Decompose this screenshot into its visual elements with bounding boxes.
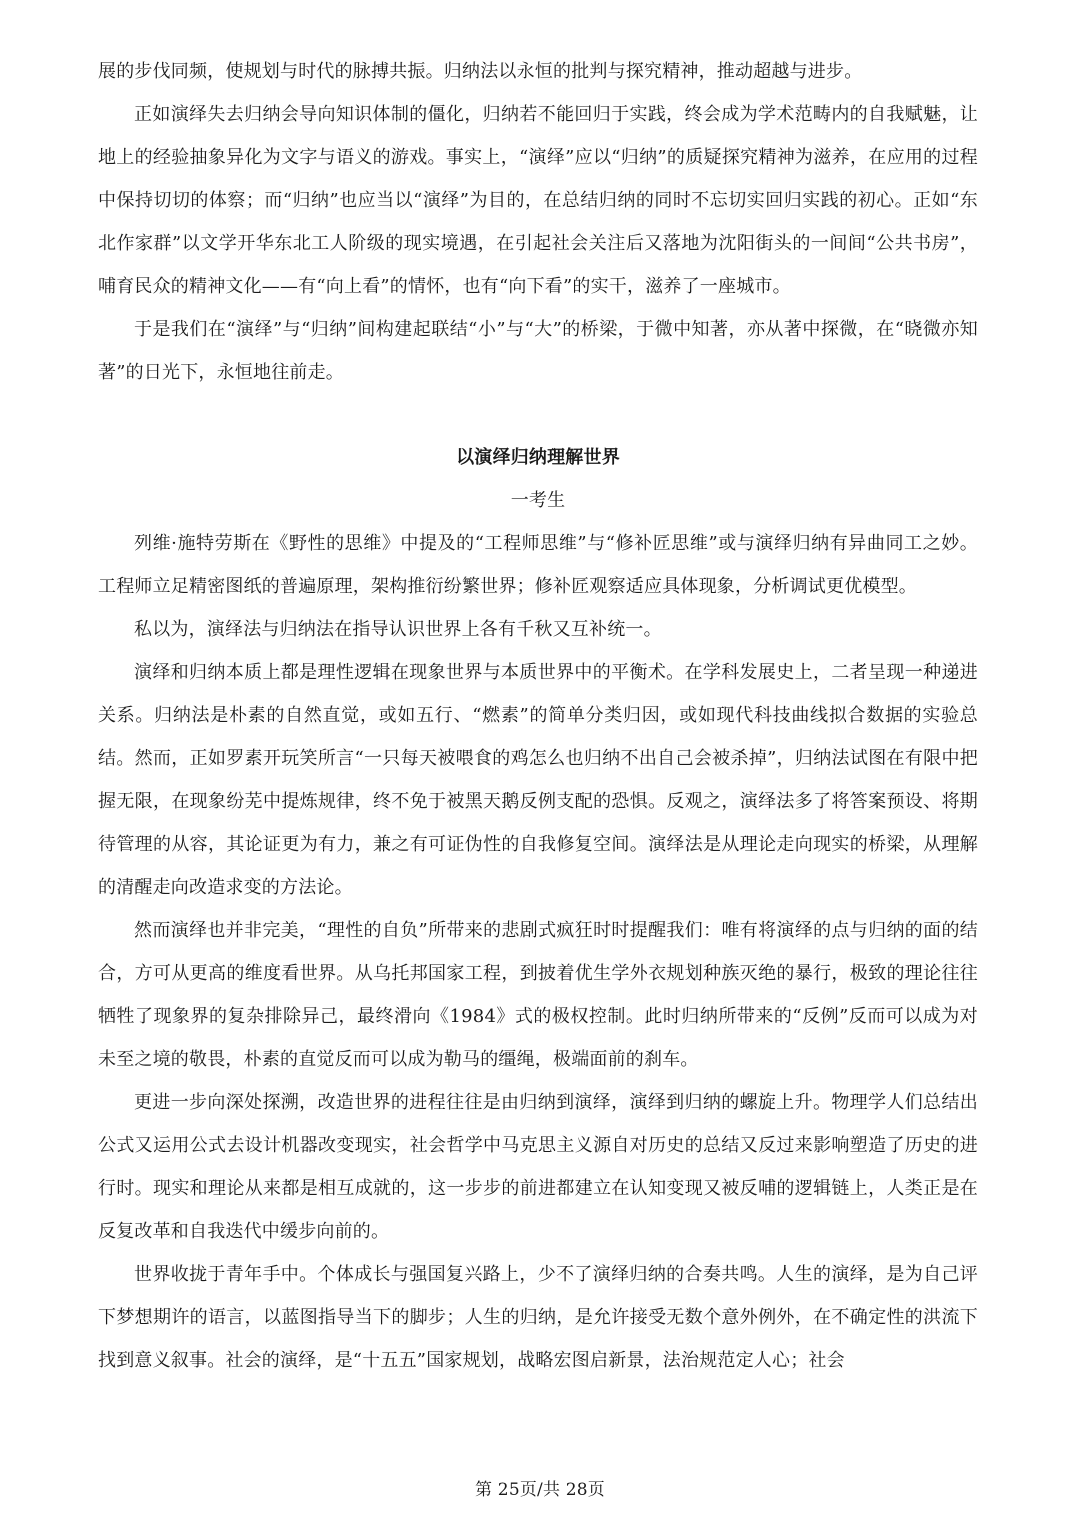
body-paragraph: 世界收拢于青年手中。个体成长与强国复兴路上，少不了演绎归纳的合奏共鸣。人生的演绎，是为自己评下梦想期许的语言，以蓝图指导当下的脚步；人生的归纳，是允许接受无数个意外例外，在不确定性的洪流下找到意义叙事。社会的演绎，是“十五五”国家规划，战略宏图启新景，法治规范定人心；社会 (98, 1264, 978, 1371)
section-spacer (98, 394, 978, 436)
body-paragraph: 更进一步向深处探溯，改造世界的进程往往是由归纳到演绎，演绎到归纳的螺旋上升。物理学人们总结出公式又运用公式去设计机器改变现实，社会哲学中马克思主义源自对历史的总结又反过来影响塑造了历史的进行时。现实和理论从来都是相互成就的，这一步步的前进都建立在认知变现又被反哺的逻辑链上，人类正是在反复改革和自我迭代中缓步向前的。 (98, 1092, 978, 1242)
continued-paragraph: 展的步伐同频，使规划与时代的脉搏共振。归纳法以永恒的批判与探究精神，推动超越与进步。 (98, 61, 863, 82)
body-paragraph: 正如演绎失去归纳会导向知识体制的僵化，归纳若不能回归于实践，终会成为学术范畴内的自我赋魅，让地上的经验抽象异化为文字与语义的游戏。事实上，“演绎”应以“归纳”的质疑探究精神为滋养，在应用的过程中保持切切的体察；而“归纳”也应当以“演绎”为目的，在总结归纳的同时不忘切实回归实践的初心。正如“东北作家群”以文学开华东北工人阶级的现实境遇，在引起社会关注后又落地为沈阳街头的一间间“公共书房”，哺育民众的精神文化——有“向上看”的情怀，也有“向下看”的实干，滋养了一座城市。 (98, 104, 978, 297)
page-number: 第 25页/共 28页 (475, 1480, 605, 1500)
article-title: 以演绎归纳理解世界 (456, 447, 620, 468)
body-paragraph: 于是我们在“演绎”与“归纳”间构建起联结“小”与“大”的桥梁，于微中知著，亦从著中探微，在“晓微亦知著”的日光下，永恒地往前走。 (98, 319, 978, 383)
body-paragraph: 私以为，演绎法与归纳法在指导认识世界上各有千秋又互补统一。 (134, 619, 662, 640)
article-author: 一考生 (510, 490, 566, 511)
page-body (98, 50, 978, 1382)
body-paragraph: 演绎和归纳本质上都是理性逻辑在现象世界与本质世界中的平衡术。在学科发展史上，二者呈现一种递进关系。归纳法是朴素的自然直觉，或如五行、“燃素”的简单分类归因，或如现代科技曲线拟合数据的实验总结。然而，正如罗素开玩笑所言“一只每天被喂食的鸡怎么也归纳不出自己会被杀掉”，归纳法试图在有限中把握无限，在现象纷芜中提炼规律，终不免于被黑天鹅反例支配的恐惧。反观之，演绎法多了将答案预设、将期待管理的从容，其论证更为有力，兼之有可证伪性的自我修复空间。演绎法是从理论走向现实的桥梁，从理解的清醒走向改造求变的方法论。 (98, 662, 978, 898)
body-paragraph: 然而演绎也并非完美，“理性的自负”所带来的悲剧式疯狂时时提醒我们：唯有将演绎的点与归纳的面的结合，方可从更高的维度看世界。从乌托邦国家工程，到披着优生学外衣规划种族灭绝的暴行，极致的理论往往牺牲了现象界的复杂排除异己，最终滑向《1984》式的极权控制。此时归纳所带来的“反例”反而可以成为对未至之境的敬畏，朴素的直觉反而可以成为勒马的缰绳，极端面前的刹车。 (98, 920, 978, 1070)
body-paragraph: 列维·施特劳斯在《野性的思维》中提及的“工程师思维”与“修补匠思维”或与演绎归纳有异曲同工之妙。工程师立足精密图纸的普遍原理，架构推衍纷繁世界；修补匠观察适应具体现象，分析调试更优模型。 (98, 533, 978, 597)
